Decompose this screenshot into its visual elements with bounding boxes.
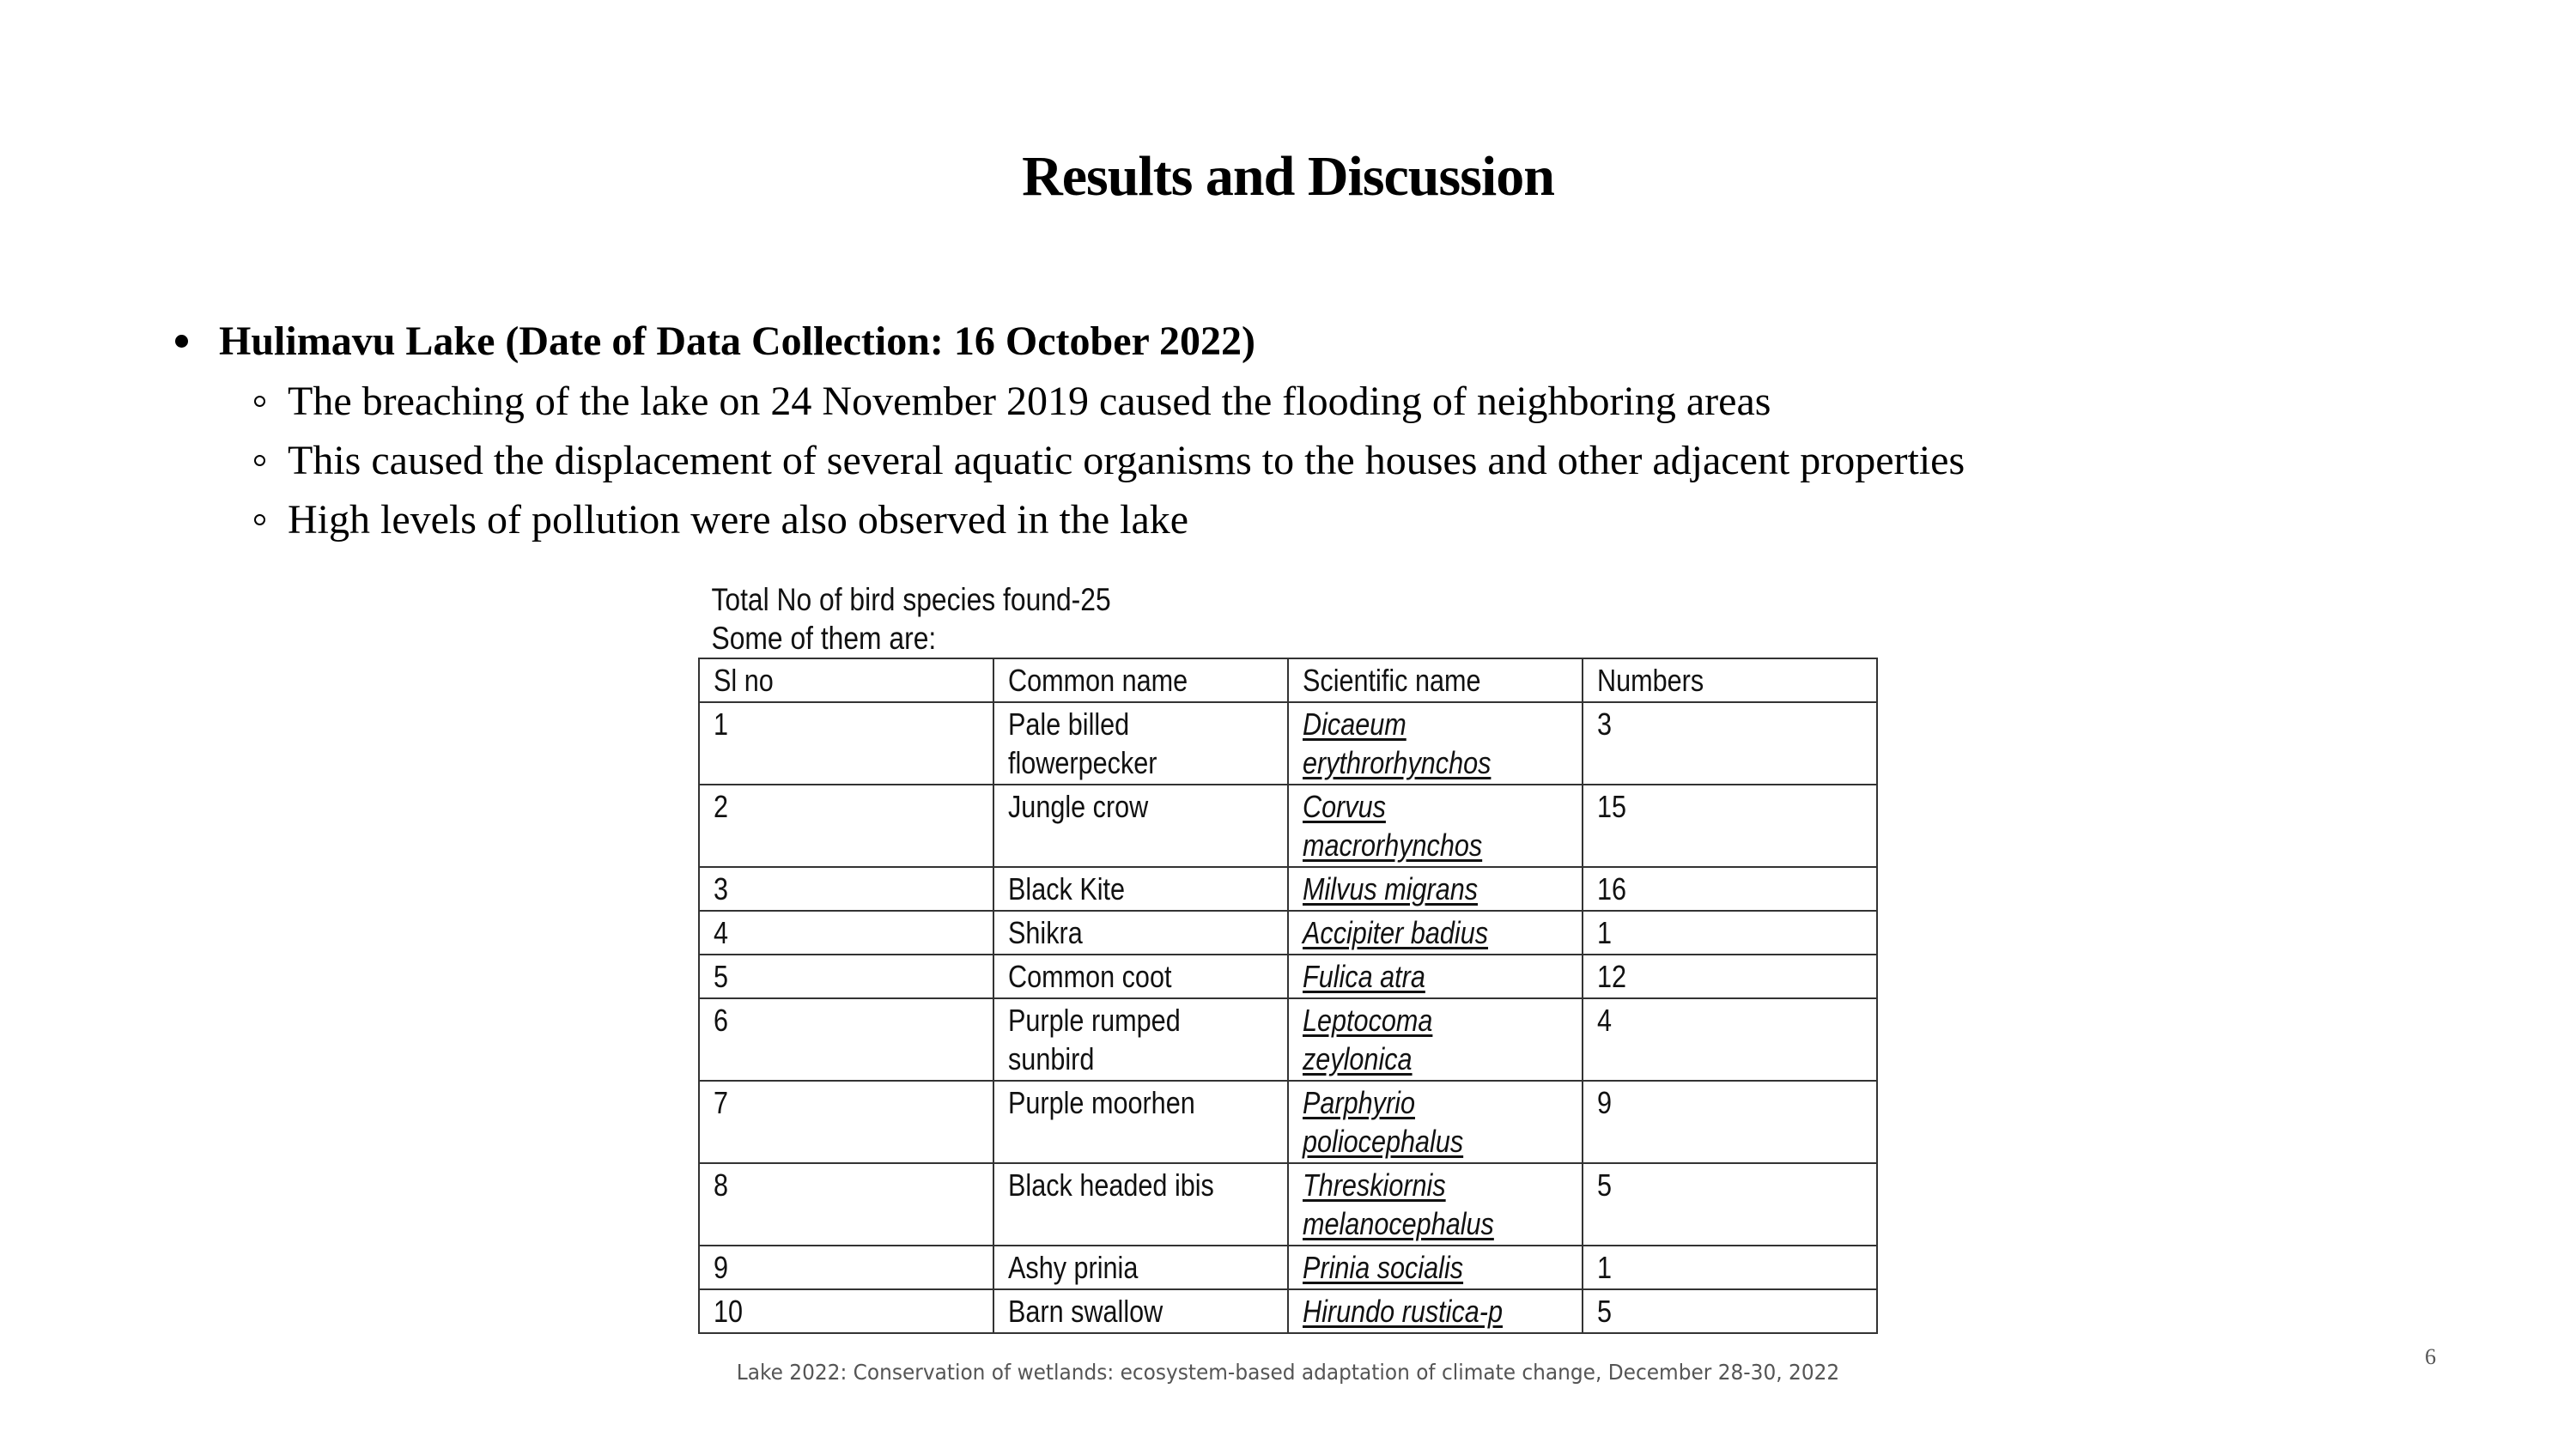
sub-bullet bbox=[254, 378, 1771, 425]
cell-sl-no: 7 bbox=[699, 1081, 993, 1163]
cell-common-name: Jungle crow bbox=[993, 785, 1288, 867]
cell-common-name: Black Kite bbox=[993, 867, 1288, 911]
table-row bbox=[699, 955, 1877, 998]
bullet-dot-icon bbox=[175, 335, 188, 348]
table-row bbox=[699, 702, 1877, 785]
bullet-text: Hulimavu Lake (Date of Data Collection: 16 October 2022) bbox=[219, 318, 1255, 364]
cell-scientific-name: Fulica atra bbox=[1288, 955, 1583, 998]
cell-scientific-name: Milvus migrans bbox=[1288, 867, 1583, 911]
slide-title: Results and Discussion bbox=[1022, 145, 1554, 208]
sub-bullet-text: High levels of pollution were also observed in the lake bbox=[288, 497, 1189, 543]
figure-caption-total: Total No of bird species found-25 bbox=[711, 582, 1111, 617]
cell-sl-no: 1 bbox=[699, 702, 993, 785]
cell-scientific-name: Prinia socialis bbox=[1288, 1246, 1583, 1289]
slide-footer: Lake 2022: Conservation of wetlands: ecosystem-based adaptation of climate change, December 28-30, 2022 bbox=[736, 1360, 1840, 1385]
cell-sl-no: 10 bbox=[699, 1289, 993, 1333]
sub-bullet bbox=[254, 496, 1188, 543]
cell-sl-no: 3 bbox=[699, 867, 993, 911]
cell-scientific-name: Dicaeum erythrorhynchos bbox=[1288, 702, 1583, 785]
cell-numbers: 1 bbox=[1583, 1246, 1877, 1289]
cell-numbers: 5 bbox=[1583, 1163, 1877, 1246]
table-row bbox=[699, 1081, 1877, 1163]
bullet-ring-icon bbox=[254, 455, 265, 466]
table-row bbox=[699, 998, 1877, 1081]
table-body bbox=[699, 702, 1877, 1333]
cell-sl-no: 5 bbox=[699, 955, 993, 998]
bullet-ring-icon bbox=[254, 514, 265, 525]
table-row bbox=[699, 785, 1877, 867]
cell-scientific-name: Threskiornis melanocephalus bbox=[1288, 1163, 1583, 1246]
cell-common-name: Shikra bbox=[993, 911, 1288, 955]
header-common-name: Common name bbox=[993, 658, 1288, 702]
page-number: 6 bbox=[2425, 1344, 2436, 1369]
cell-common-name: Pale billed flowerpecker bbox=[993, 702, 1288, 785]
bullet-ring-icon bbox=[254, 396, 265, 407]
cell-common-name: Purple rumped sunbird bbox=[993, 998, 1288, 1081]
sub-bullet-text: The breaching of the lake on 24 November 2019 caused the flooding of neighboring areas bbox=[288, 379, 1771, 424]
cell-numbers: 4 bbox=[1583, 998, 1877, 1081]
cell-sl-no: 4 bbox=[699, 911, 993, 955]
table-row bbox=[699, 1289, 1877, 1333]
cell-scientific-name: Parphyrio poliocephalus bbox=[1288, 1081, 1583, 1163]
cell-numbers: 1 bbox=[1583, 911, 1877, 955]
sub-bullet bbox=[254, 437, 1965, 484]
table-header-row bbox=[699, 658, 1877, 702]
cell-common-name: Common coot bbox=[993, 955, 1288, 998]
bird-species-figure bbox=[698, 580, 1880, 1334]
cell-common-name: Barn swallow bbox=[993, 1289, 1288, 1333]
cell-scientific-name: Accipiter badius bbox=[1288, 911, 1583, 955]
cell-numbers: 16 bbox=[1583, 867, 1877, 911]
figure-caption-some: Some of them are: bbox=[711, 621, 937, 656]
cell-sl-no: 6 bbox=[699, 998, 993, 1081]
cell-numbers: 15 bbox=[1583, 785, 1877, 867]
cell-sl-no: 9 bbox=[699, 1246, 993, 1289]
cell-numbers: 5 bbox=[1583, 1289, 1877, 1333]
cell-numbers: 12 bbox=[1583, 955, 1877, 998]
sub-bullet-text: This caused the displacement of several aquatic organisms to the houses and other adjacent properties bbox=[288, 438, 1965, 483]
header-sl-no: Sl no bbox=[699, 658, 993, 702]
cell-common-name: Ashy prinia bbox=[993, 1246, 1288, 1289]
header-scientific-name: Scientific name bbox=[1288, 658, 1583, 702]
cell-common-name: Black headed ibis bbox=[993, 1163, 1288, 1246]
table-row bbox=[699, 867, 1877, 911]
header-numbers: Numbers bbox=[1583, 658, 1877, 702]
table-row bbox=[699, 1246, 1877, 1289]
bullet-lake-heading bbox=[175, 318, 1255, 365]
table-row bbox=[699, 911, 1877, 955]
cell-scientific-name: Leptocoma zeylonica bbox=[1288, 998, 1583, 1081]
cell-numbers: 9 bbox=[1583, 1081, 1877, 1163]
table-row bbox=[699, 1163, 1877, 1246]
cell-sl-no: 8 bbox=[699, 1163, 993, 1246]
bird-species-table bbox=[698, 658, 1878, 1334]
cell-numbers: 3 bbox=[1583, 702, 1877, 785]
cell-scientific-name: Corvus macrorhynchos bbox=[1288, 785, 1583, 867]
cell-scientific-name: Hirundo rustica-p bbox=[1288, 1289, 1583, 1333]
cell-sl-no: 2 bbox=[699, 785, 993, 867]
cell-common-name: Purple moorhen bbox=[993, 1081, 1288, 1163]
